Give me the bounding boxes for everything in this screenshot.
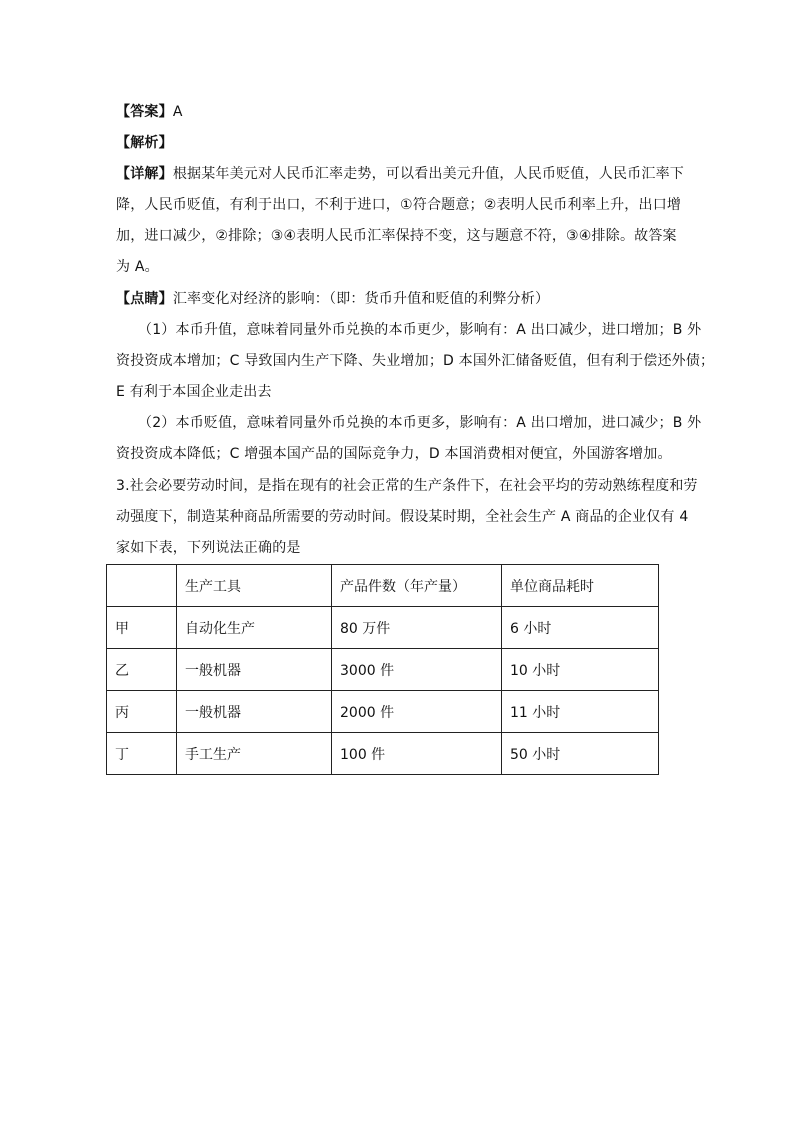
table-header-row (107, 565, 659, 607)
detail-tag: 【详解】 (116, 166, 173, 182)
table-cell: 11 小时 (502, 691, 659, 733)
tip-line-2: 资投资成本增加；C 导致国内生产下降、失业增加；D 本国外汇储备贬值，但有利于偿还外债； (116, 353, 715, 369)
tip-heading: 汇率变化对经济的影响：（即：货币升值和贬值的利弊分析） (172, 291, 550, 307)
tip-line-3: E 有利于本国企业走出去 (116, 384, 272, 400)
table-header-cell: 生产工具 (177, 565, 332, 607)
answer-value: A (172, 104, 183, 120)
table-cell: 100 件 (332, 733, 502, 775)
question-line-1: 3.社会必要劳动时间，是指在现有的社会正常的生产条件下，在社会平均的劳动熟练程度和劳 (116, 478, 698, 494)
table-row (107, 649, 659, 691)
table-cell: 6 小时 (502, 607, 659, 649)
table-cell: 3000 件 (332, 649, 502, 691)
tip-line-1: （1）本币升值，意味着同量外币兑换的本币更少，影响有：A 出口减少，进口增加；B 外 (138, 322, 702, 338)
table-row (107, 607, 659, 649)
table-cell: 手工生产 (177, 733, 332, 775)
table-cell: 丙 (107, 691, 177, 733)
analysis-line (116, 133, 682, 153)
table-row (107, 733, 659, 775)
analysis-tag: 【解析】 (116, 135, 173, 151)
detail-line-3: 加，进口减少，②排除；③④表明人民币汇率保持不变，这与题意不符，③④排除。故答案 (116, 228, 677, 244)
question-line-3: 家如下表，下列说法正确的是 (116, 540, 301, 556)
answer-line (116, 102, 682, 122)
tip-line-4: （2）本币贬值，意味着同量外币兑换的本币更多，影响有：A 出口增加，进口减少；B 外 (138, 415, 702, 431)
table-cell: 一般机器 (177, 649, 332, 691)
table-cell: 10 小时 (502, 649, 659, 691)
table-cell: 80 万件 (332, 607, 502, 649)
tip-line-5: 资投资成本降低；C 增强本国产品的国际竞争力，D 本国消费相对便宜，外国游客增加。 (116, 446, 672, 462)
table-cell: 甲 (107, 607, 177, 649)
tip-heading-line (116, 289, 682, 309)
table-header-cell: 单位商品耗时 (502, 565, 659, 607)
table-cell: 2000 件 (332, 691, 502, 733)
table-header-cell: 产品件数（年产量） (332, 565, 502, 607)
table-header-cell (107, 565, 177, 607)
table-cell: 50 小时 (502, 733, 659, 775)
detail-line-2: 降，人民币贬值，有利于出口，不利于进口，①符合题意；②表明人民币利率上升，出口增 (116, 197, 682, 213)
answer-tag: 【答案】 (116, 104, 173, 120)
detail-line-4: 为 A。 (116, 259, 159, 275)
question-line-2: 动强度下，制造某种商品所需要的劳动时间。假设某时期，全社会生产 A 商品的企业仅有 4 (116, 509, 689, 525)
detail-line-1 (116, 164, 685, 184)
detail-text-1: 根据某年美元对人民币汇率走势，可以看出美元升值，人民币贬值，人民币汇率下 (172, 166, 685, 182)
table-cell: 丁 (107, 733, 177, 775)
tip-tag: 【点睛】 (116, 291, 173, 307)
table-cell: 自动化生产 (177, 607, 332, 649)
table-cell: 一般机器 (177, 691, 332, 733)
table-row (107, 691, 659, 733)
table-cell: 乙 (107, 649, 177, 691)
production-table (106, 564, 659, 775)
